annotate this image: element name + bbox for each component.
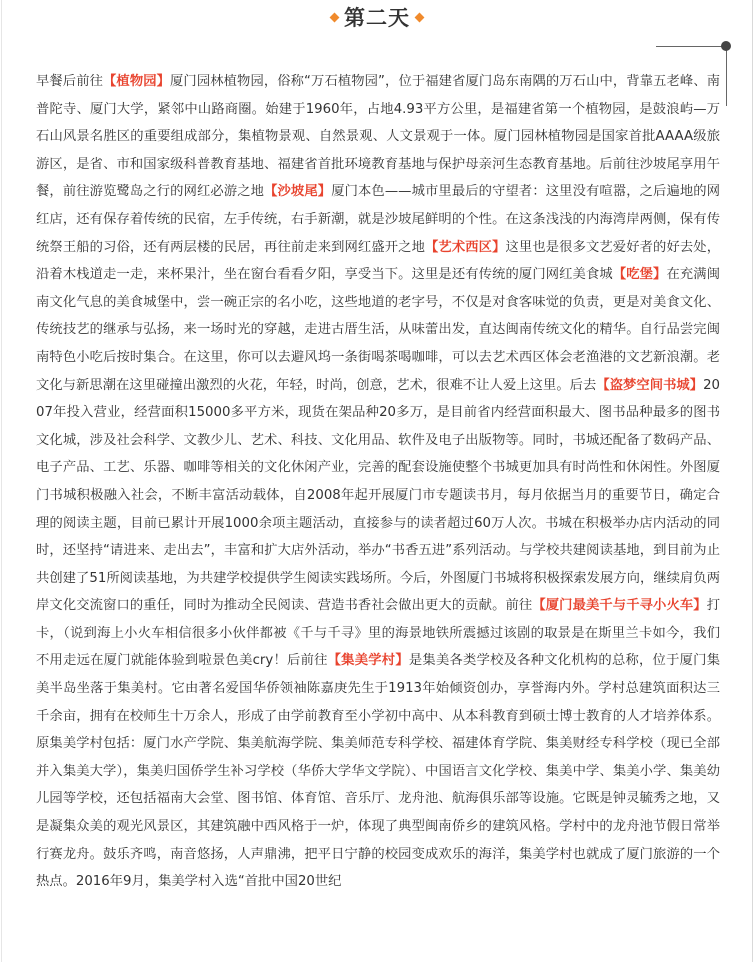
text-segment: 是集美各类学校及各种文化机构的总称，位于厦门集美半岛坐落于集美村。它由著名爱国华侨领袖陈嘉庚先生于1913年始倾资创办，享誉海内外。学村总建筑面积达三千余亩，拥有在校师生十万余人，形成了由学前教育至小学初中高中、从本科教育到硕士博士教育的人才培养体系。原集美学村包括：厦门水产学院、集美航海学院、集美师范专科学校、福建体育学院、集美财经专科学校（现已全部并入集美大学），集美归国侨学生补习学校（华侨大学华文学院）、中国语言文化学校、集美中学、集美小学、集美幼儿园等学校，还包括福南大会堂、图书馆、体育馆、音乐厅、龙舟池、航海俱乐部等设施。它既是钟灵毓秀之地，又是凝集众美的观光风景区，其建筑融中西风格于一炉，体现了典型闽南侨乡的建筑风格。学村中的龙舟池节假日常举行赛龙舟。鼓乐齐鸣，南音悠扬，人声鼎沸，把平日宁静的校园变成欢乐的海洋，集美学村也就成了厦门旅游的一个热点。2016年9月，集美学村入选“首批中国20世纪 (36, 653, 720, 890)
highlight-botanical-garden: 【植物园】 (103, 74, 171, 89)
corner-bracket-horizontal (656, 46, 728, 47)
text-segment: 厦门本色——城市里最后的守望者：这里没有喧嚣，之后遍地的网红店，还有保存着传统的民宿，左手传统，右手新潮，就是沙坡尾鲜明的个性。在这条浅浅的内海湾岸两侧，保有传统祭王船的习俗，还有两层楼的民居，再往前走来到网红盛开之地 (36, 184, 721, 255)
section-title: 第二天 (344, 6, 410, 30)
highlight-food-castle: 【吃堡】 (612, 267, 667, 283)
text-segment: 早餐后前往 (36, 74, 104, 89)
left-border (1, 0, 2, 962)
highlight-art-west-zone: 【艺术西区】 (425, 239, 506, 255)
highlight-bookstore: 【盗梦空间书城】 (596, 377, 704, 393)
itinerary-paragraph (36, 68, 720, 896)
text-segment: 2007年投入营业，经营面积15000多平方米，现货在架品种20多万，是目前省内经营面积最大、图书品种最多的图书文化城，涉及社会科学、文教少儿、艺术、科技、文化用品、软件及电子出版物等。同时，书城还配备了数码产品、电子产品、工艺、乐器、咖啡等相关的文化休闲产业，完善的配套设施使整个书城更加具有时尚性和休闲性。外图厦门书城积极融入社会，不断丰富活动载体，自2008年起开展厦门市专题读书月，每月依据当月的重要节日，确定合理的阅读主题，目前已累计开展1000余项主题活动，直接参与的读者超过60万人次。书城在积极举办店内活动的同时，还坚持“请进来、走出去”，丰富和扩大店外活动，举办“书香五进”系列活动。与学校共建阅读基地，到目前为止共创建了51所阅读基地，为共建学校提供学生阅读实践场所。今后，外图厦门书城将积极探索发展方向，继续肩负两岸文化交流窗口的重任，同时为推动全民阅读、营造书香社会做出更大的贡献。前往 (36, 377, 721, 614)
diamond-right-icon (415, 12, 425, 22)
corner-dot-icon (721, 41, 731, 51)
highlight-little-train: 【厦门最美千与千寻小火车】 (532, 598, 707, 614)
highlight-shapowei: 【沙坡尾】 (264, 184, 332, 200)
text-segment: 在充满闽南文化气息的美食城堡中，尝一碗正宗的名小吃，这些地道的老字号，不仅是对食客味觉的负责，更是对美食文化、传统技艺的继承与弘扬，来一场时光的穿越，走进古厝生活，从味蕾出发，直达闽南传统文化的精华。自行品尝完闽南特色小吃后按时集合。在这里，你可以去避风坞一条街喝茶喝咖啡，可以去艺术西区体会老渔港的文艺新浪潮。老文化与新思潮在这里碰撞出激烈的火花，年轻，时尚，创意，艺术，很难不让人爱上这里。后去 (36, 267, 721, 393)
text-segment: 打卡，（说到海上小火车相信很多小伙伴都被《千与千寻》里的海景地铁所震撼过该剧的取景是在斯里兰卡如今，我们不用走远在厦门就能体验到啦景色美cry！后前往 (36, 598, 721, 669)
highlight-jimei-school-village: 【集美学村】 (327, 653, 409, 669)
text-segment: 厦门园林植物园，俗称“万石植物园”，位于福建省厦门岛东南隅的万石山中，背靠五老峰、南普陀寺、厦门大学，紧邻中山路商圈。始建于1960年，占地4.93平方公里，是福建省第一个植物园，是鼓浪屿—万石山风景名胜区的重要组成部分，集植物景观、自然景观、人文景观于一体。厦门园林植物园是国家首批AAAA级旅游区，是省、市和国家级科普教育基地、福建省首批环境教育基地与保护母亲河生态教育基地。后前往沙坡尾享用午餐，前往游览鹭岛之行的网红必游之地 (36, 74, 721, 200)
diamond-left-icon (330, 12, 340, 22)
right-border (752, 0, 753, 962)
text-segment: 这里也是很多文艺爱好者的好去处，沿着木栈道走一走，来杯果汁，坐在窗台看看夕阳，享受当下。这里是还有传统的厦门网红美食城 (36, 239, 721, 283)
corner-bracket-vertical (726, 46, 727, 106)
section-header (0, 2, 754, 32)
